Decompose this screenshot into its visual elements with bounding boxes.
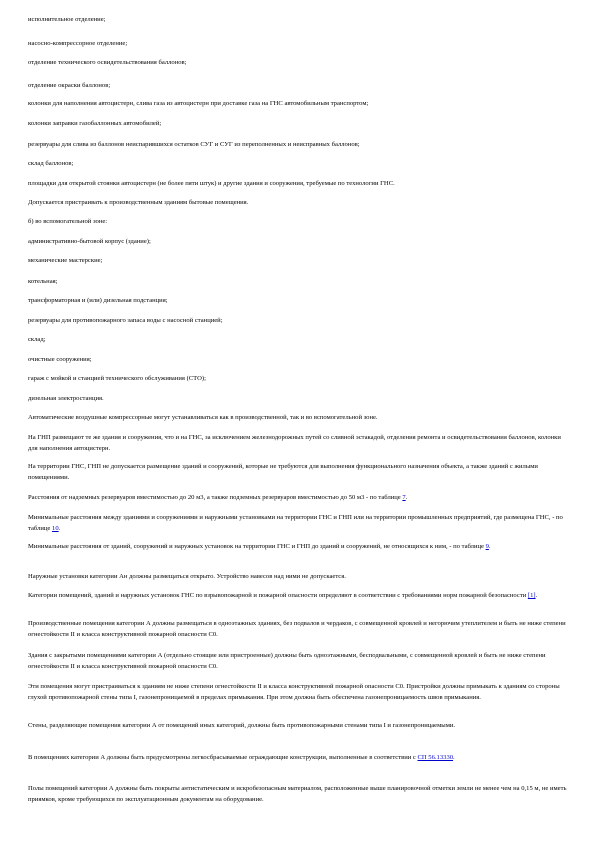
paragraph-text: В помещениях категории А должны быть предусмотрены легкосбрасываемые ограждающие конструкции, выполненные в соответствии с	[28, 754, 418, 761]
list-item: резервуары для слива из баллонов неиспарившихся остатков СУГ и СУГ из переполненных и неисправных баллонов;	[28, 141, 360, 148]
paragraph: Автоматические воздушные компрессорные могут устанавливаться как в производственной, так и во вспомогательной зоне.	[28, 414, 378, 421]
table-7-link[interactable]: 7	[402, 494, 406, 501]
section-heading: б) во вспомогательной зоне:	[28, 218, 108, 225]
paragraph: Стены, разделяющие помещения категории А от помещений иных категорий, должны быть противопожарными стенами типа I и газонепроницаемыми.	[28, 722, 456, 729]
list-item: отделение технического освидетельствования баллонов;	[28, 59, 187, 66]
list-item: котельная;	[28, 278, 58, 285]
list-item: склад баллонов;	[28, 160, 74, 167]
list-item: колонки заправки газобаллонных автомобилей;	[28, 120, 162, 127]
paragraph: Наружные установки категории Ан должны размещаться открыто. Устройство навесов над ними не допускается.	[28, 573, 346, 580]
list-item: дизельная электростанция.	[28, 395, 104, 402]
paragraph	[28, 512, 568, 534]
paragraph: Здания с закрытыми помещениями категории А (отдельно стоящие или пристроенные) должны быть одноэтажными, бесподвальными, с совмещенной кровлей и быть не ниже степени огнестойкости II и класса конструктивной пожарной опасности С0.	[28, 652, 546, 671]
table-10-link[interactable]: 10	[52, 525, 59, 533]
list-item: исполнительное отделение;	[28, 16, 106, 23]
paragraph-text: .	[405, 494, 408, 501]
table-9-link[interactable]: 9	[485, 543, 489, 550]
paragraph: Допускается пристраивать к производственным зданиям бытовые помещения.	[28, 199, 249, 206]
list-item: административно-бытовой корпус (здание);	[28, 238, 151, 245]
paragraph-text: Категории помещений, зданий и наружных установок ГНС по взрывопожарной и пожарной опасности определяют в соответствии с требованиями норм пожарной безопасности	[28, 592, 528, 599]
paragraph	[28, 590, 568, 601]
sp-56-13330-link[interactable]: СП 56.13330	[417, 754, 454, 761]
paragraph-text: .	[453, 754, 455, 761]
paragraph: На ГНП размещают те же здания и сооружения, что и на ГНС, за исключением железнодорожных путей со сливной эстакадой, отделения ремонта и освидетельствования баллонов, колонки для наполнения автоцистерн.	[28, 434, 561, 453]
paragraph: На территории ГНС, ГНП не допускается размещение зданий и сооружений, которые не требуются для выполнения функционального назначения объекта, а также зданий с жилыми помещениями.	[28, 463, 538, 482]
list-item: гараж с мойкой и станцией технического обслуживания (СТО);	[28, 375, 206, 382]
reference-1-link[interactable]: [1]	[527, 592, 536, 599]
list-item: отделение окраски баллонов;	[28, 82, 111, 89]
list-item: насосно-компрессорное отделение;	[28, 40, 128, 47]
paragraph: Эти помещения могут пристраиваться к зданиям не ниже степени огнестойкости II и класса конструктивной пожарной опасности С0. Пристройки должны примыкать к зданиям со стороны глухой противопожарной стены типа I, газонепроницаемой в пределах примыкания. При этом должна быть обеспечена газонепроницаемость швов примыкания.	[28, 683, 560, 702]
list-item: трансформаторная и (или) дизельная подстанция;	[28, 297, 168, 304]
paragraph	[28, 541, 568, 552]
paragraph-text: .	[58, 525, 61, 533]
paragraph	[28, 752, 568, 763]
paragraph	[28, 492, 568, 503]
paragraph-text: Расстояния от надземных резервуаров вместимостью до 20 м3, а также подземных резервуаров вместимостью до 50 м3 - по таблице	[28, 494, 403, 501]
paragraph-text: .	[535, 592, 538, 599]
paragraph-text: Минимальные расстояния между зданиями и сооружениями и наружными установками на территории ГНС и ГНП или на территории промышленных предприятий, где размещена ГНС, - по таблице	[28, 514, 563, 533]
list-item: колонки для наполнения автоцистерн, слива газа из автоцистерн при доставке газа на ГНС автомобильным транспортом;	[28, 100, 369, 107]
paragraph: Полы помещений категории А должны быть покрыты антистатическим и искробезопасным материалом, расположенные выше планировочной отметки земли не менее чем на 0,15 м, не иметь приямков, кроме требующихся по эксплуатационным документам на оборудование.	[28, 785, 567, 804]
list-item: механические мастерские;	[28, 257, 103, 264]
paragraph: Производственные помещения категории А должны размещаться в одноэтажных зданиях, без подвалов и чердаков, с совмещенной кровлей и негорючим утеплителем и быть не ниже степени огнестойкости II и класса конструктивной пожарной опасности С0.	[28, 620, 566, 639]
paragraph-text: Минимальные расстояния от зданий, сооружений и наружных установок на территории ГНС и ГНП до зданий и сооружений, не относящихся к ним, - по таблице	[28, 543, 486, 550]
list-item: площадки для открытой стоянки автоцистерн (не более пяти штук) и другие здания и сооружения, требуемые по технологии ГНС.	[28, 180, 395, 187]
paragraph-text: .	[488, 543, 491, 550]
list-item: резервуары для противопожарного запаса воды с насосной станцией;	[28, 317, 223, 324]
list-item: склад;	[28, 336, 46, 343]
list-item: очистные сооружения;	[28, 356, 92, 363]
